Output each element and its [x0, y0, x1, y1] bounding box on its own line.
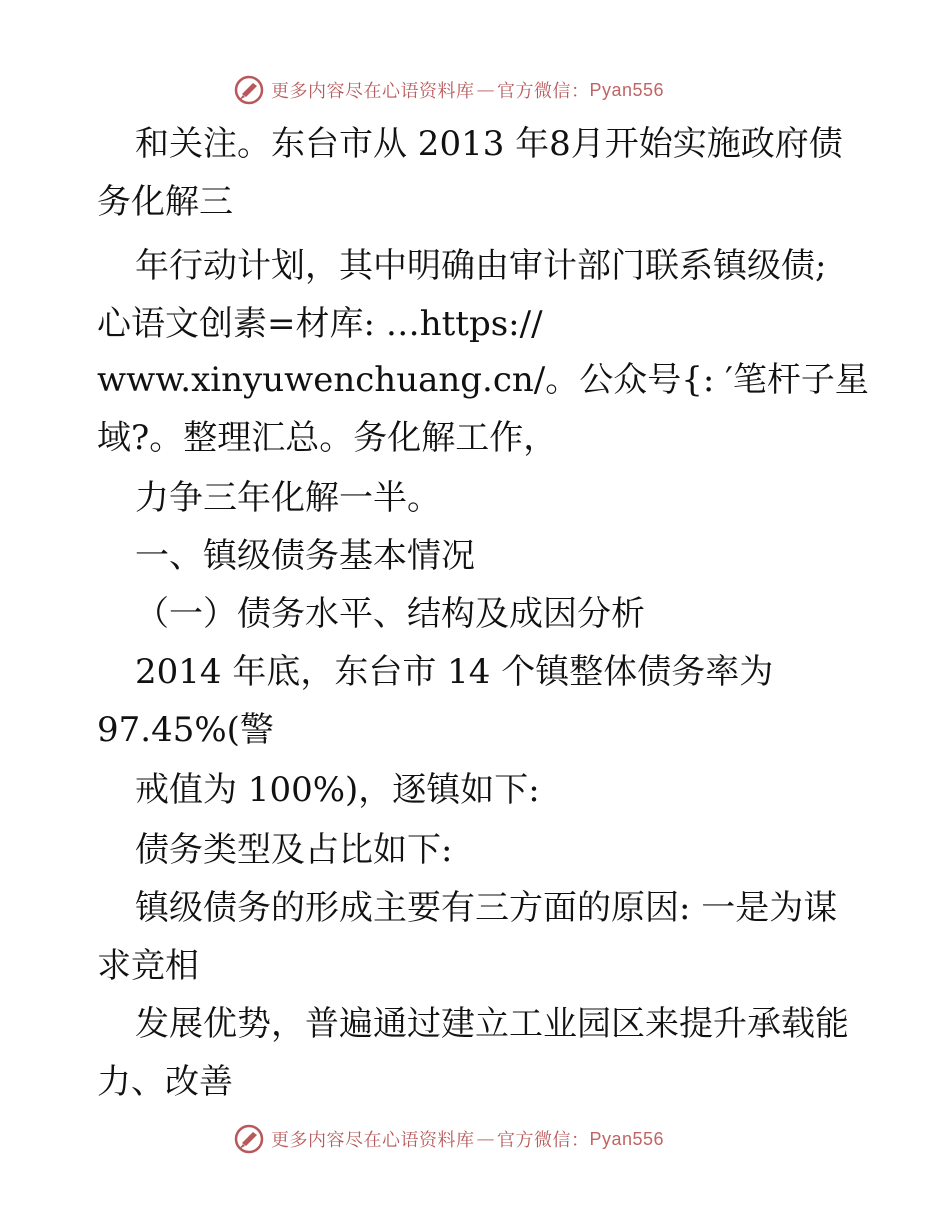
brand-logo-icon — [233, 74, 265, 106]
watermark-separator: — — [476, 79, 495, 101]
body-line: www.xinyuwenchuang.cn/。公众号{: ′笔杆子星 — [97, 360, 869, 400]
body-line: 债务类型及占比如下: — [135, 830, 453, 870]
watermark-account: Pyan556 — [589, 79, 665, 100]
body-line: 求竞相 — [97, 946, 199, 986]
body-line: 心语文创素=材库: …https:// — [97, 304, 543, 344]
watermark-header — [233, 72, 664, 108]
body-line: 力、改善 — [97, 1062, 233, 1102]
body-line: 2014 年底，东台市 14 个镇整体债务率为 — [135, 652, 774, 692]
watermark-text: 更多内容尽在心语资料库 — [271, 81, 475, 102]
watermark-separator: — — [476, 1128, 495, 1150]
body-line: 务化解三 — [97, 182, 233, 222]
document-body — [97, 118, 867, 1118]
subsection-heading: （一）债务水平、结构及成因分析 — [135, 594, 645, 634]
body-line: 年行动计划，其中明确由审计部门联系镇级债; — [135, 246, 827, 286]
body-line: 域?。整理汇总。务化解工作， — [97, 418, 558, 458]
body-line: 发展优势，普遍通过建立工业园区来提升承载能 — [135, 1004, 849, 1044]
body-line: 戒值为 100%)，逐镇如下: — [135, 770, 540, 810]
watermark-suffix: 官方微信： — [497, 81, 590, 102]
watermark-text: 更多内容尽在心语资料库 — [271, 1130, 475, 1151]
body-line: 镇级债务的形成主要有三方面的原因: 一是为谋 — [135, 888, 838, 928]
watermark-footer — [233, 1121, 664, 1157]
section-heading: 一、镇级债务基本情况 — [135, 536, 475, 576]
body-line: 和关注。东台市从 2013 年8月开始实施政府债 — [135, 124, 843, 164]
body-line: 力争三年化解一半。 — [135, 478, 441, 518]
watermark-suffix: 官方微信： — [497, 1130, 590, 1151]
brand-logo-icon — [233, 1123, 265, 1155]
watermark-account: Pyan556 — [589, 1128, 665, 1149]
body-line: 97.45%(警 — [97, 710, 274, 750]
